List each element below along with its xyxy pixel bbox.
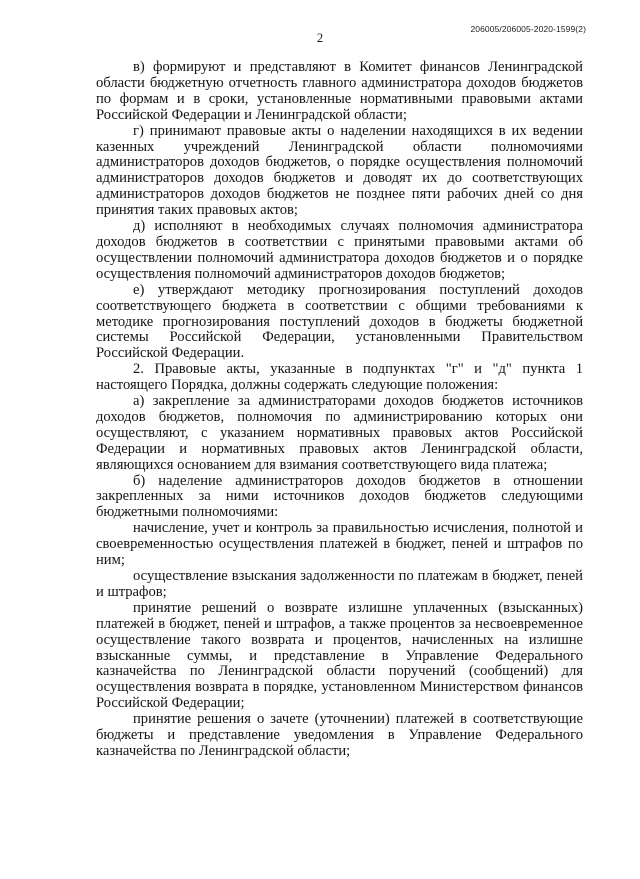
list-item-collection: осуществление взыскания задолженности по платежам в бюджет, пеней и штрафов;	[96, 568, 583, 600]
paragraph-2-requirements: 2. Правовые акты, указанные в подпунктах "г" и "д" пункта 1 настоящего Порядка, должны содержать следующие положения:	[96, 361, 583, 394]
paragraph-a-assignment: а) закрепление за администраторами доходов бюджетов источников доходов бюджетов, полномочия по администрированию которых они осуществляют, с указанием нормативных правовых актов Российской Федерации и нормативных правовых актов Ленинградской области, являющихся основанием для взимания соответствующего вида платежа;	[96, 393, 583, 473]
paragraph-d-powers: д) исполняют в необходимых случаях полномочия администратора доходов бюджетов в соответствии с принятыми правовыми актами об осуществлении полномочий администратора доходов бюджетов и о порядке осуществления полномочий администраторов доходов бюджетов;	[96, 218, 583, 282]
paragraph-v-reporting: в) формируют и представляют в Комитет финансов Ленинградской области бюджетную отчетность главного администратора доходов бюджетов по формам и в сроки, установленные нормативными правовыми актами Российской Федерации и Ленинградской области;	[96, 59, 583, 123]
paragraph-e-forecasting: е) утверждают методику прогнозирования поступлений доходов соответствующего бюджета в соответствии с общими требованиями к методике прогнозирования поступлений доходов в бюджеты бюджетной системы Российской Федерации, установленными Правительством Российской Федерации.	[96, 281, 583, 362]
paragraph-b-delegation: б) наделение администраторов доходов бюджетов в отношении закрепленных за ними источников доходов бюджетов следующими бюджетными полномочиями:	[96, 472, 583, 521]
page-number: 2	[316, 31, 324, 45]
paragraph-g-legal-acts: г) принимают правовые акты о наделении находящихся в их ведении казенных учреждений Ленинградской области полномочиями администраторов доходов бюджетов, о порядке осуществления полномочий администраторов доходов бюджетов и доводят их до соответствующих администраторов доходов бюджетов не позднее пяти рабочих дней со дня принятия таких правовых актов;	[96, 122, 583, 219]
list-item-offset: принятие решения о зачете (уточнении) платежей в соответствующие бюджеты и представление уведомления в Управление Федерального казначейства по Ленинградской области;	[96, 711, 583, 759]
document-body	[96, 60, 583, 760]
document-registration-code: 206005/206005-2020-1599(2)	[470, 24, 586, 34]
list-item-refund: принятие решений о возврате излишне уплаченных (взысканных) платежей в бюджет, пеней и штрафов, а также процентов за несвоевременное осуществление такого возврата и процентов, начисленных на излишне взысканные суммы, и представление в Управление Федерального казначейства по Ленинградской области поручений (сообщений) для осуществления возврата в порядке, установленном Министерством финансов Российской Федерации;	[96, 599, 583, 712]
list-item-accrual: начисление, учет и контроль за правильностью исчисления, полнотой и своевременностью осуществления платежей в бюджет, пеней и штрафов по ним;	[96, 520, 583, 569]
